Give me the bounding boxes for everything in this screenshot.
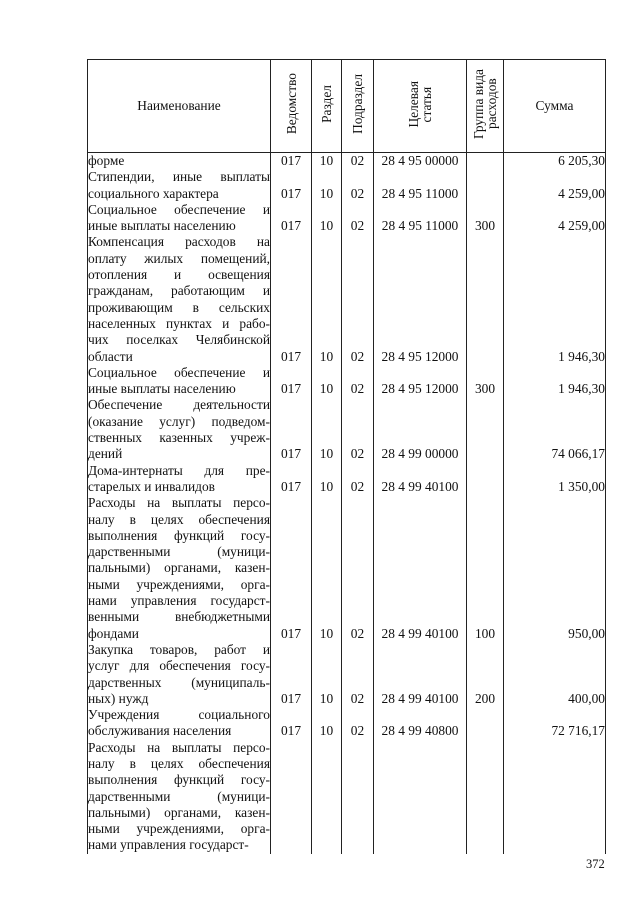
name-line: Учреждения социального	[88, 707, 270, 723]
table-row	[88, 707, 606, 740]
row-podrazdel	[342, 740, 374, 854]
name-line: ными учреждениями, орга-	[88, 576, 270, 592]
name-line: Социальное обеспечение и	[88, 201, 270, 217]
name-line: Компенсация расходов на	[88, 234, 270, 250]
name-line: Расходы на выплаты персо-	[88, 495, 270, 511]
row-razdel: 10	[312, 234, 342, 364]
row-gruppa	[467, 463, 504, 496]
row-podrazdel: 02	[342, 365, 374, 398]
row-podrazdel: 02	[342, 169, 374, 202]
row-podrazdel: 02	[342, 495, 374, 642]
name-line: Обеспечение деятельности	[88, 397, 270, 413]
name-line: услуг для обеспечения госу-	[88, 658, 270, 674]
row-name	[88, 642, 271, 707]
name-line: Закупка товаров, работ и	[88, 641, 270, 657]
name-line: Стипендии, иные выплаты	[88, 169, 270, 185]
row-vedomstvo: 017	[271, 397, 312, 462]
row-name	[88, 740, 271, 854]
row-vedomstvo: 017	[271, 495, 312, 642]
name-line: отопления и освещения	[88, 267, 270, 283]
table-row	[88, 234, 606, 364]
name-line: иные выплаты населению	[88, 218, 236, 234]
name-line: фондами	[88, 625, 139, 641]
name-line: нами управления государст-	[88, 837, 249, 853]
row-summa: 1 350,00	[504, 463, 606, 496]
name-line: дарственными (муници-	[88, 544, 270, 560]
name-line: дений	[88, 446, 123, 462]
name-line: налу в целях обеспечения	[88, 755, 270, 771]
row-gruppa	[467, 234, 504, 364]
col-header-vedomstvo: Ведомство	[271, 60, 312, 153]
row-gruppa	[467, 397, 504, 462]
name-line: социального характера	[88, 185, 219, 201]
row-name	[88, 153, 271, 170]
budget-table	[87, 59, 606, 854]
row-vedomstvo	[271, 740, 312, 854]
row-gruppa	[467, 707, 504, 740]
row-razdel: 10	[312, 642, 342, 707]
name-line: населенных пунктах и рабо-	[88, 315, 270, 331]
row-celevaya: 28 4 95 00000	[374, 153, 467, 170]
row-celevaya: 28 4 95 11000	[374, 202, 467, 235]
row-gruppa	[467, 153, 504, 170]
row-name	[88, 234, 271, 364]
name-line: пальными) органами, казен-	[88, 804, 270, 820]
row-summa: 4 259,00	[504, 169, 606, 202]
row-vedomstvo: 017	[271, 642, 312, 707]
table-row	[88, 202, 606, 235]
row-razdel: 10	[312, 169, 342, 202]
row-razdel: 10	[312, 707, 342, 740]
row-razdel: 10	[312, 397, 342, 462]
row-name	[88, 463, 271, 496]
row-summa: 950,00	[504, 495, 606, 642]
name-line: Расходы на выплаты персо-	[88, 739, 270, 755]
name-line: старелых и инвалидов	[88, 478, 215, 494]
table-row	[88, 495, 606, 642]
row-gruppa: 200	[467, 642, 504, 707]
row-summa: 1 946,30	[504, 365, 606, 398]
row-name	[88, 495, 271, 642]
name-line: гражданам, работающим и	[88, 283, 270, 299]
header-row	[88, 60, 606, 153]
name-line: налу в целях обеспечения	[88, 511, 270, 527]
row-summa: 74 066,17	[504, 397, 606, 462]
row-vedomstvo: 017	[271, 169, 312, 202]
row-gruppa: 300	[467, 365, 504, 398]
col-header-gruppa: Группа вида расходов	[467, 60, 504, 153]
name-line: чих поселках Челябинской	[88, 332, 270, 348]
row-summa: 1 946,30	[504, 234, 606, 364]
row-celevaya: 28 4 99 00000	[374, 397, 467, 462]
name-line: ными учреждениями, орга-	[88, 821, 270, 837]
name-line: пальными) органами, казен-	[88, 560, 270, 576]
name-line: Дома-интернаты для пре-	[88, 462, 270, 478]
name-line: дарственными (муници-	[88, 788, 270, 804]
name-line: обслуживания населения	[88, 723, 232, 739]
row-summa: 72 716,17	[504, 707, 606, 740]
table-row	[88, 365, 606, 398]
row-podrazdel: 02	[342, 463, 374, 496]
row-celevaya: 28 4 95 11000	[374, 169, 467, 202]
row-podrazdel: 02	[342, 642, 374, 707]
row-podrazdel: 02	[342, 397, 374, 462]
name-line: Социальное обеспечение и	[88, 364, 270, 380]
col-header-summa: Сумма	[504, 60, 606, 153]
row-vedomstvo: 017	[271, 202, 312, 235]
row-name	[88, 202, 271, 235]
row-vedomstvo: 017	[271, 234, 312, 364]
row-razdel: 10	[312, 463, 342, 496]
page-number: 372	[586, 857, 605, 871]
row-razdel: 10	[312, 202, 342, 235]
row-summa	[504, 740, 606, 854]
col-header-podrazdel: Подраздел	[342, 60, 374, 153]
col-header-razdel: Раздел	[312, 60, 342, 153]
row-vedomstvo: 017	[271, 153, 312, 170]
name-line: дарственных (муниципаль-	[88, 674, 270, 690]
row-name	[88, 397, 271, 462]
row-celevaya	[374, 740, 467, 854]
row-vedomstvo: 017	[271, 707, 312, 740]
row-gruppa	[467, 740, 504, 854]
table-row	[88, 153, 606, 170]
row-name	[88, 707, 271, 740]
row-gruppa: 300	[467, 202, 504, 235]
row-podrazdel: 02	[342, 153, 374, 170]
row-razdel: 10	[312, 495, 342, 642]
name-line: ных) нужд	[88, 690, 149, 706]
name-line: оплату жилых помещений,	[88, 250, 270, 266]
row-summa: 4 259,00	[504, 202, 606, 235]
table-row	[88, 463, 606, 496]
row-celevaya: 28 4 99 40100	[374, 495, 467, 642]
row-summa: 400,00	[504, 642, 606, 707]
row-summa: 6 205,30	[504, 153, 606, 170]
row-celevaya: 28 4 95 12000	[374, 365, 467, 398]
name-line: выполнения функций госу-	[88, 772, 270, 788]
row-podrazdel: 02	[342, 234, 374, 364]
name-line: (оказание услуг) подведом-	[88, 413, 270, 429]
col-header-name: Наименование	[88, 60, 271, 153]
table-row	[88, 642, 606, 707]
row-podrazdel: 02	[342, 707, 374, 740]
name-line: области	[88, 348, 133, 364]
row-name	[88, 365, 271, 398]
row-podrazdel: 02	[342, 202, 374, 235]
table-row	[88, 169, 606, 202]
name-line: выполнения функций госу-	[88, 527, 270, 543]
name-line: проживающим в сельских	[88, 299, 270, 315]
row-gruppa	[467, 169, 504, 202]
row-celevaya: 28 4 95 12000	[374, 234, 467, 364]
row-name	[88, 169, 271, 202]
name-line: иные выплаты населению	[88, 381, 236, 397]
row-celevaya: 28 4 99 40100	[374, 642, 467, 707]
col-header-celevaya: Целевая статья	[374, 60, 467, 153]
row-celevaya: 28 4 99 40800	[374, 707, 467, 740]
name-line: форме	[88, 153, 125, 168]
row-vedomstvo: 017	[271, 365, 312, 398]
row-razdel: 10	[312, 153, 342, 170]
name-line: венными внебюджетными	[88, 609, 270, 625]
row-celevaya: 28 4 99 40100	[374, 463, 467, 496]
row-razdel: 10	[312, 365, 342, 398]
name-line: нами управления государст-	[88, 593, 270, 609]
name-line: ственных казенных учреж-	[88, 430, 270, 446]
table-row	[88, 397, 606, 462]
row-razdel	[312, 740, 342, 854]
table-row	[88, 740, 606, 854]
row-vedomstvo: 017	[271, 463, 312, 496]
row-gruppa: 100	[467, 495, 504, 642]
